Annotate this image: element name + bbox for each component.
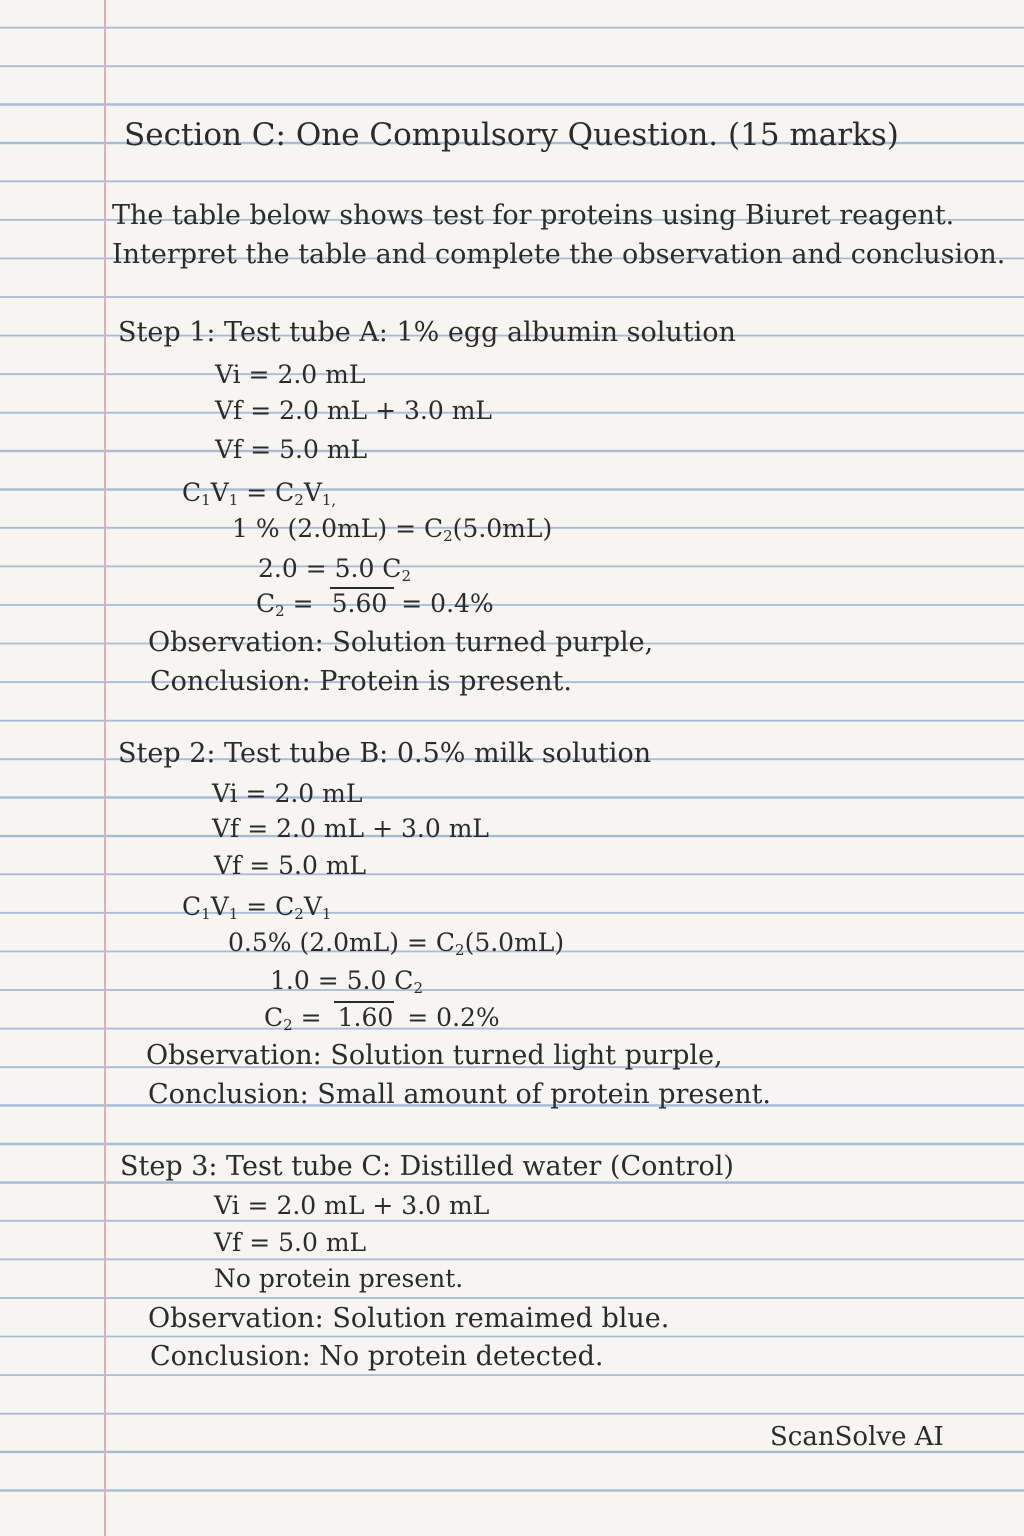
- intro-line-1: The table below shows test for proteins using Biuret reagent.: [112, 200, 955, 231]
- step1-conclusion: Conclusion: Protein is present.: [150, 666, 572, 697]
- step2-heading: Step 2: Test tube B: 0.5% milk solution: [118, 738, 652, 769]
- intro-line-2: Interpret the table and complete the observation and conclusion.: [112, 239, 1006, 270]
- step2-observation: Observation: Solution turned light purple,: [146, 1040, 723, 1071]
- step1-vf-sum: Vf = 2.0 mL + 3.0 mL: [215, 396, 493, 425]
- step1-vf: Vf = 5.0 mL: [215, 435, 368, 464]
- step2-calc-3: $C_2 = 1.60 = 0.2\%$: [264, 1003, 500, 1034]
- step1-observation: Observation: Solution turned purple,: [148, 627, 654, 658]
- step2-vf: Vf = 5.0 mL: [214, 851, 367, 880]
- step1-calc-3: $C_2 = 5.60 = 0.4\%$: [256, 589, 494, 620]
- step3-heading: Step 3: Test tube C: Distilled water (Control): [120, 1151, 734, 1182]
- signature: ScanSolve AI: [770, 1422, 944, 1452]
- step1-fraction-value: 5.60: [331, 589, 388, 618]
- step3-observation: Observation: Solution remaimed blue.: [148, 1303, 670, 1334]
- section-title: Section C: One Compulsory Question. (15 marks): [124, 117, 899, 153]
- step1-calc-2: 2.0 = 5.0 $C_2$: [258, 554, 411, 585]
- step2-calc-2: 1.0 = 5.0 $C_2$: [270, 966, 423, 997]
- step2-vi: Vi = 2.0 mL: [212, 779, 363, 808]
- step2-dilution-equation: $C_1V_1 = C_2V_1$: [182, 892, 332, 923]
- step1-calc-1: 1 % $(2.0mL) = C_2(5.0mL)$: [232, 514, 553, 545]
- step3-conclusion: Conclusion: No protein detected.: [150, 1341, 604, 1372]
- step1-fraction-bar: [330, 587, 394, 589]
- step2-vf-sum: Vf = 2.0 mL + 3.0 mL: [212, 814, 490, 843]
- step2-fraction-bar: [334, 1001, 394, 1003]
- step3-vi: Vi = 2.0 mL + 3.0 mL: [214, 1191, 490, 1220]
- step3-vf: Vf = 5.0 mL: [214, 1228, 367, 1257]
- step3-note: No protein present.: [214, 1264, 464, 1293]
- margin-line: [104, 0, 106, 1536]
- step2-fraction-value: 1.60: [337, 1003, 394, 1032]
- step1-vi: Vi = 2.0 mL: [215, 360, 366, 389]
- step2-calc-1: 0.5% $(2.0mL) = C_2(5.0mL)$: [228, 928, 565, 959]
- step2-conclusion: Conclusion: Small amount of protein present.: [148, 1079, 772, 1110]
- step1-dilution-equation: $C_1V_1 = C_2V_{1,}$: [182, 478, 337, 509]
- step1-heading: Step 1: Test tube A: 1% egg albumin solution: [118, 317, 736, 348]
